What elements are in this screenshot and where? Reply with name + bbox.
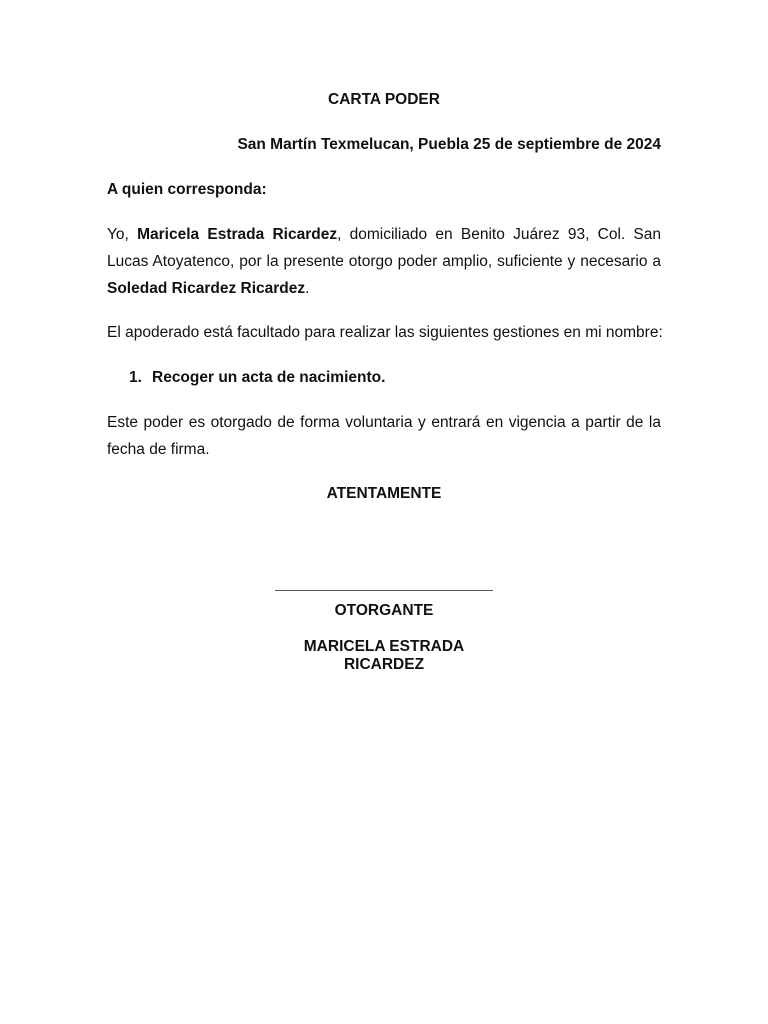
list-item-number: 1. — [129, 369, 142, 386]
text-run: Yo, — [107, 226, 138, 243]
signer-name-line-1: MARICELA ESTRADA — [303, 638, 465, 655]
validity-paragraph: Este poder es otorgado de forma voluntaria y entrará en vigencia a partir de la fecha de firma. — [107, 414, 661, 458]
body-paragraph — [107, 221, 661, 302]
bold-text-run: Maricela Estrada Ricardez — [137, 226, 338, 243]
text-run: . — [305, 280, 310, 297]
salutation: A quien corresponda: — [107, 181, 267, 198]
powers-intro: El apoderado está facultado para realizar las siguientes gestiones en mi nombre: — [107, 324, 663, 341]
place-date-line: San Martín Texmelucan, Puebla 25 de septiembre de 2024 — [237, 136, 661, 153]
closing-text: ATENTAMENTE — [326, 485, 442, 502]
bold-text-run: Soledad Ricardez Ricardez — [107, 280, 306, 297]
text-run: , domiciliado en Benito Juárez 93, Col. San Lucas Atoyatenco, por la presente otorgo poder amplio, suficiente y necesario a — [107, 226, 662, 270]
list-item — [129, 368, 385, 388]
signature-line — [275, 590, 493, 591]
signer-name-line-2: RICARDEZ — [343, 656, 425, 673]
list-item-text: Recoger un acta de nacimiento. — [152, 369, 386, 386]
signer-role: OTORGANTE — [334, 602, 434, 619]
document-title: CARTA PODER — [328, 91, 440, 108]
